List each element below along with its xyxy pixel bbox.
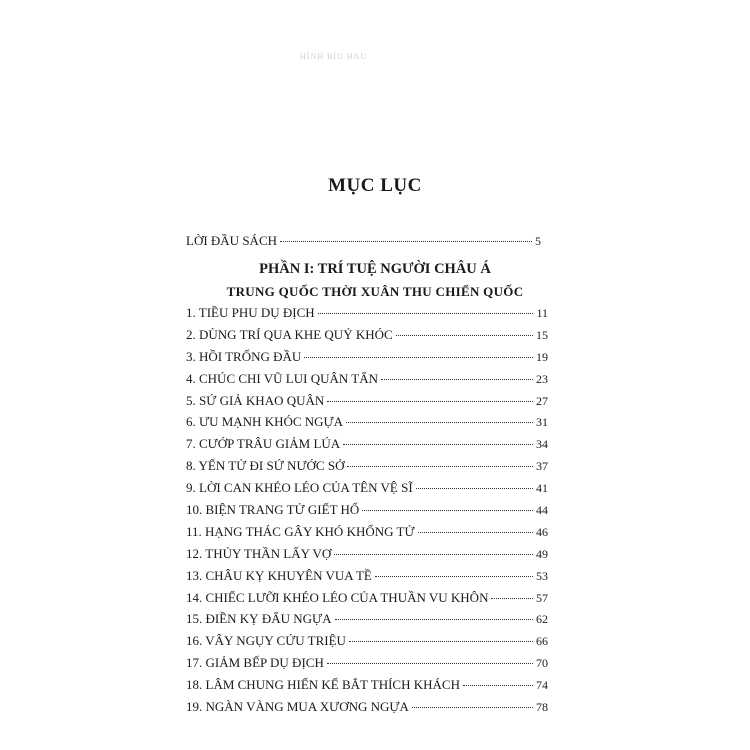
toc-entry-page: 74: [536, 678, 548, 693]
toc-entry-text: 19. NGÀN VÀNG MUA XƯƠNG NGỰA: [186, 699, 409, 715]
toc-leader-dots: [347, 466, 533, 467]
toc-entry-page: 57: [536, 590, 548, 605]
toc-entry[interactable]: [186, 414, 548, 436]
toc-leader-dots: [381, 379, 533, 380]
toc-leader-dots: [318, 313, 534, 314]
toc-entry-page: 11: [536, 306, 548, 320]
toc-entry-text: 9. LỜI CAN KHÉO LÉO CỦA TÊN VỆ SĨ: [186, 480, 413, 496]
toc-entry-page: 19: [536, 349, 548, 364]
toc-entry[interactable]: [186, 502, 548, 524]
toc-leader-dots: [327, 401, 533, 402]
toc-entry-text: 12. THỦY THẦN LẤY VỢ: [186, 545, 332, 561]
running-head: HÌNH BÌU HAU: [300, 52, 368, 61]
toc-leader-dots: [334, 554, 533, 555]
toc-entry[interactable]: [186, 568, 548, 590]
toc-leader-dots: [491, 598, 533, 599]
toc-entry-page: 66: [536, 634, 548, 649]
toc-entry-page: 53: [536, 568, 548, 583]
toc-entry-text: 15. ĐIỀN KỴ ĐẤU NGỰA: [186, 611, 332, 627]
toc-entry[interactable]: [186, 633, 548, 655]
toc-leader-dots: [335, 619, 534, 620]
toc-leader-dots: [349, 641, 533, 642]
section-title: TRUNG QUỐC THỜI XUÂN THU CHIẾN QUỐC: [226, 284, 524, 299]
toc-entry-text: 2. DÙNG TRÍ QUA KHE QUỶ KHÓC: [186, 326, 393, 342]
toc-entry[interactable]: [186, 458, 548, 480]
toc-intro-text: LỜI ĐẦU SÁCH: [186, 233, 277, 248]
toc-leader-dots: [463, 685, 533, 686]
toc-entry-page: 62: [536, 612, 548, 627]
toc-entry-text: 8. YẾN TỬ ĐI SỨ NƯỚC SỞ: [186, 458, 345, 474]
toc-entry[interactable]: [186, 546, 548, 568]
toc-leader-dots: [375, 576, 533, 577]
toc-entry-text: 1. TIỀU PHU DỤ ĐỊCH: [186, 305, 315, 320]
toc-leader-dots: [327, 663, 533, 664]
toc-entry-text: 13. CHÂU KỴ KHUYÊN VUA TỀ: [186, 567, 372, 583]
toc-entry[interactable]: [186, 393, 548, 415]
toc-leader-dots: [304, 357, 533, 358]
toc-entry-page: 27: [536, 393, 548, 408]
toc-entry-text: 10. BIỆN TRANG TỬ GIẾT HỔ: [186, 502, 360, 518]
toc-entry-page: 44: [536, 503, 548, 518]
toc-entry-text: 11. HẠNG THÁC GÂY KHÓ KHỔNG TỬ: [186, 523, 415, 539]
toc-entry-page: 15: [536, 327, 548, 342]
toc-entry[interactable]: [186, 480, 548, 502]
toc-entry[interactable]: [186, 305, 548, 327]
toc-entry-text: 3. HỒI TRỐNG ĐẦU: [186, 348, 302, 364]
toc-leader-dots: [418, 532, 533, 533]
toc-entry-page: 34: [536, 437, 548, 452]
toc-entry-page: 46: [536, 524, 548, 539]
toc-intro-row[interactable]: [186, 233, 541, 249]
toc-entry-text: 16. VÂY NGỤY CỨU TRIỆU: [186, 633, 346, 649]
toc-entry[interactable]: [186, 371, 548, 393]
toc-entry-page: 37: [536, 459, 548, 474]
toc-entry-page: 31: [536, 415, 548, 430]
toc-entry-page: 23: [536, 371, 548, 386]
part-title: PHẦN I: TRÍ TUỆ NGƯỜI CHÂU Á: [259, 261, 491, 277]
toc-leader-dots: [343, 444, 533, 445]
toc-entry[interactable]: [186, 349, 548, 371]
toc-entry-page: 49: [536, 546, 548, 561]
toc-list: [186, 305, 548, 721]
toc-entry-text: 18. LÂM CHUNG HIẾN KẾ BẮT THÍCH KHÁCH: [186, 677, 460, 693]
toc-leader-dots: [280, 241, 532, 242]
toc-entry[interactable]: [186, 524, 548, 546]
toc-entry-text: 14. CHIẾC LƯỠI KHÉO LÉO CỦA THUẦN VU KHÔN: [186, 589, 489, 605]
toc-entry[interactable]: [186, 590, 548, 612]
toc-leader-dots: [396, 335, 533, 336]
page-title: MỤC LỤC: [328, 175, 422, 196]
toc-entry[interactable]: [186, 677, 548, 699]
toc-entry-text: 6. ƯU MẠNH KHÓC NGỰA: [186, 414, 344, 430]
toc-leader-dots: [412, 707, 533, 708]
toc-leader-dots: [362, 510, 533, 511]
toc-entry-page: 70: [536, 656, 548, 671]
toc-entry-text: 7. CƯỚP TRÂU GIẢM LÚA: [186, 436, 341, 452]
toc-entry[interactable]: [186, 327, 548, 349]
toc-entry-text: 17. GIẢM BẾP DỤ ĐỊCH: [186, 655, 324, 671]
toc-entry[interactable]: [186, 655, 548, 677]
toc-entry-text: 4. CHÚC CHI VŨ LUI QUÂN TẤN: [186, 370, 378, 386]
toc-entry[interactable]: [186, 611, 548, 633]
toc-intro-page: 5: [535, 234, 541, 248]
toc-leader-dots: [346, 422, 533, 423]
toc-entry[interactable]: [186, 436, 548, 458]
toc-leader-dots: [416, 488, 533, 489]
toc-entry-page: 78: [536, 700, 548, 715]
toc-entry[interactable]: [186, 699, 548, 721]
toc-entry-page: 41: [536, 481, 548, 496]
toc-entry-text: 5. SỨ GIẢ KHAO QUÂN: [186, 392, 325, 408]
